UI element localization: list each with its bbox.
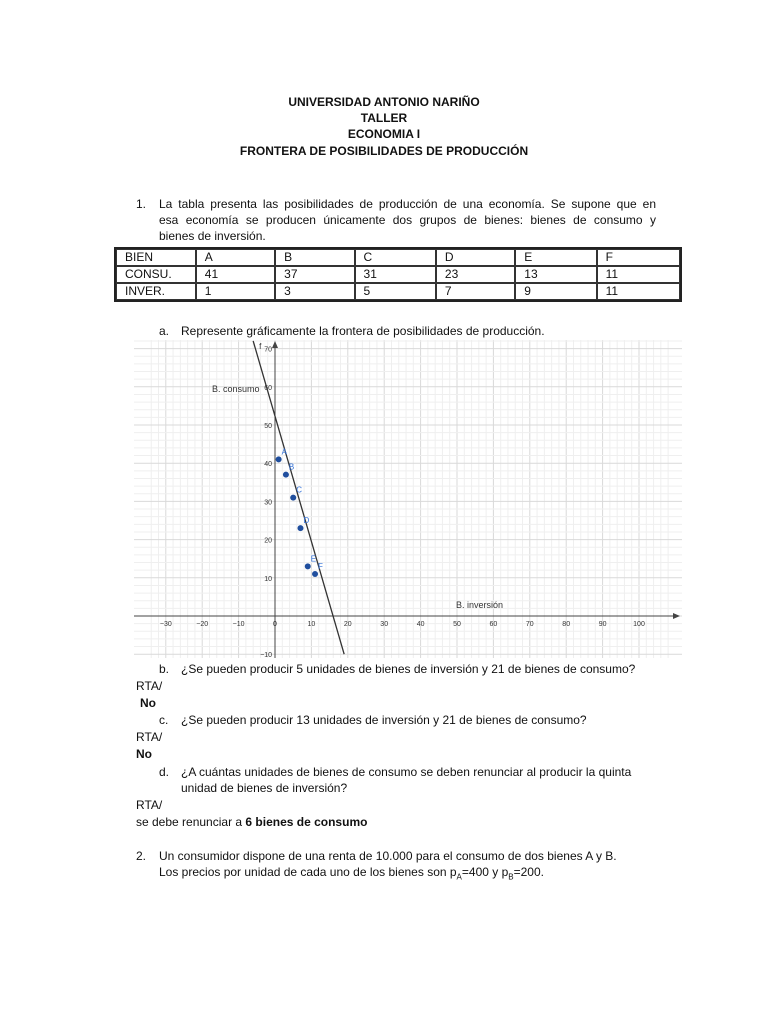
x-axis-label: B. inversión (456, 600, 504, 610)
x-tick-label: −20 (196, 621, 209, 628)
x-tick-label: 0 (273, 621, 277, 628)
point-label-f: F (318, 561, 323, 571)
table-row-consumo (116, 266, 680, 283)
table-cell: B (275, 249, 354, 266)
table-cell: F (597, 249, 680, 266)
qb-letter: b. (159, 662, 170, 676)
table-cell: D (436, 249, 515, 266)
q2-sub-b: B (508, 872, 514, 882)
x-tick-label: 60 (489, 621, 498, 628)
ppf-chart (134, 340, 682, 658)
y-tick-label: 60 (264, 384, 272, 392)
table-cell: E (515, 249, 596, 266)
q2-text-line2 (159, 864, 544, 885)
x-tick-label: 100 (633, 621, 645, 628)
qd-letter: d. (159, 765, 170, 779)
point-label-c: C (296, 485, 302, 495)
table-row-inversion (116, 283, 680, 300)
x-tick-label: 50 (453, 621, 461, 628)
x-tick-label: 70 (525, 621, 534, 628)
qb-text: ¿Se pueden producir 5 unidades de bienes de inversión y 21 de bienes de consumo? (181, 662, 636, 676)
q1-text-line3: bienes de inversión. (159, 229, 266, 243)
table-cell: 9 (515, 283, 596, 300)
qd-answer-prefix: se debe renunciar a (136, 815, 246, 829)
qa-letter: a. (159, 324, 170, 338)
x-tick-label: 20 (343, 621, 352, 628)
y-tick-label: 40 (264, 461, 272, 469)
table-cell: 37 (275, 266, 354, 283)
table-cell: 23 (436, 266, 515, 283)
point-f (312, 571, 318, 577)
y-axis-label: B. consumo (212, 384, 260, 394)
qb-answer: No (140, 696, 156, 710)
point-a (276, 456, 282, 462)
y-tick-label: 20 (264, 537, 272, 545)
point-label-e: E (310, 554, 317, 564)
qc-text: ¿Se pueden producir 13 unidades de inversión y 21 de bienes de consumo? (181, 713, 587, 727)
table-cell: 41 (196, 266, 275, 283)
y-tick-label: −10 (260, 652, 272, 658)
point-e (305, 563, 311, 569)
qc-answer: No (136, 747, 152, 761)
qd-text-line1: ¿A cuántas unidades de bienes de consumo se deben renunciar al producir la quinta (181, 765, 632, 779)
y-tick-label: 50 (264, 423, 272, 430)
x-tick-label: 90 (598, 621, 607, 628)
point-label-d: D (303, 516, 310, 526)
qd-answer (136, 814, 367, 830)
table-cell: CONSU. (116, 266, 196, 283)
q1-text-line1: La tabla presenta las posibilidades de producción de una economía. Se supone que en (159, 197, 656, 211)
q2-sub-a: A (456, 872, 462, 882)
q2-number: 2. (136, 849, 147, 863)
q2-line2-end: =200. (513, 865, 544, 879)
table-cell: 31 (355, 266, 436, 283)
frontier-line (253, 341, 344, 654)
table-cell: 5 (355, 283, 436, 300)
table-cell: 1 (196, 283, 275, 300)
table-cell: 11 (597, 266, 680, 283)
y-tick-label: 10 (264, 575, 272, 583)
x-tick-label: 80 (562, 621, 571, 628)
point-label-b: B (288, 462, 295, 472)
workshop-title: TALLER (360, 111, 408, 125)
qa-text: Represente gráficamente la frontera de posibilidades de producción. (181, 324, 545, 338)
frontier-line-label: f (259, 341, 262, 351)
y-axis-arrow (272, 341, 278, 348)
frontier-line-group (253, 341, 344, 654)
table-cell: C (355, 249, 436, 266)
course-title: ECONOMIA I (347, 127, 421, 141)
x-tick-label: −10 (232, 621, 245, 628)
table-header-row (116, 249, 680, 266)
point-d (297, 525, 303, 531)
x-tick-label: 30 (380, 621, 389, 628)
qc-rta-label: RTA/ (136, 730, 163, 744)
table-cell: A (196, 249, 275, 266)
y-tick-label: 30 (264, 499, 272, 507)
q2-text-line1: Un consumidor dispone de una renta de 10.000 para el consumo de dos bienes A y B. (159, 849, 617, 863)
q1-text-line2: esa economía se producen únicamente dos grupos de bienes: bienes de consumo y (159, 213, 656, 227)
y-tick-label: 70 (264, 346, 272, 354)
x-tick-label: 40 (416, 621, 425, 628)
table-cell: 11 (597, 283, 680, 300)
point-c (290, 495, 296, 501)
table-cell: INVER. (116, 283, 196, 300)
topic-title: FRONTERA DE POSIBILIDADES DE PRODUCCIÓN (239, 144, 529, 158)
q1-number: 1. (136, 197, 147, 211)
table-cell: BIEN (116, 249, 196, 266)
university-title: UNIVERSIDAD ANTONIO NARIÑO (288, 95, 480, 109)
production-table (114, 247, 682, 302)
x-tick-label: 10 (307, 621, 316, 628)
table-cell: 7 (436, 283, 515, 300)
x-axis-arrow (673, 613, 680, 619)
q2-line2-mid: =400 y p (461, 865, 509, 879)
qb-rta-label: RTA/ (136, 679, 163, 693)
table-cell: 13 (515, 266, 596, 283)
point-b (283, 472, 289, 478)
qd-answer-bold: 6 bienes de consumo (245, 815, 368, 829)
qc-letter: c. (159, 713, 169, 727)
qd-rta-label: RTA/ (136, 798, 163, 812)
table-cell: 3 (275, 283, 354, 300)
q2-line2-prefix: Los precios por unidad de cada uno de los bienes son p (159, 865, 457, 879)
x-tick-label: −30 (159, 621, 172, 628)
qd-text-line2: unidad de bienes de inversión? (181, 781, 348, 795)
point-label-a: A (281, 447, 287, 457)
